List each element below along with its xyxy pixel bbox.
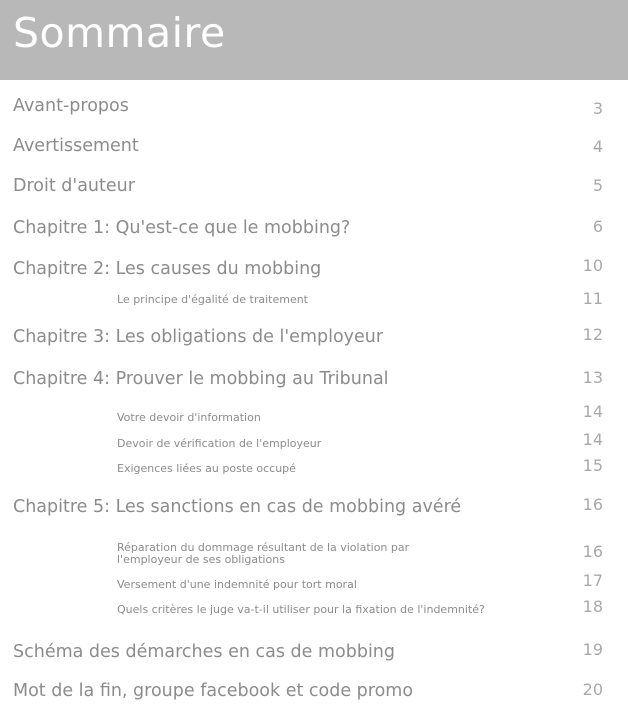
toc-entry-label: Chapitre 4: Prouver le mobbing au Tribunal bbox=[13, 369, 389, 389]
toc-entry-page: 10 bbox=[582, 256, 603, 275]
toc-entry-label: Chapitre 2: Les causes du mobbing bbox=[13, 259, 322, 279]
toc-entry-page: 6 bbox=[592, 217, 603, 236]
toc-entry-label: Avertissement bbox=[13, 136, 139, 156]
toc-subentry-page: 16 bbox=[582, 542, 603, 561]
toc-subentry-page: 11 bbox=[582, 289, 603, 308]
toc-subentry-label: Votre devoir d'information bbox=[117, 411, 261, 424]
toc-entry-page: 13 bbox=[582, 368, 603, 387]
toc-subentry-label-continued: l'employeur de ses obligations bbox=[117, 553, 285, 566]
toc-subentry-label: Quels critères le juge va-t-il utiliser pour la fixation de l'indemnité? bbox=[117, 603, 485, 616]
toc-entry-label: Schéma des démarches en cas de mobbing bbox=[13, 642, 396, 662]
toc-entry-label: Droit d'auteur bbox=[13, 176, 135, 196]
toc-entry-label: Mot de la fin, groupe facebook et code promo bbox=[13, 681, 414, 701]
toc-entry-page: 5 bbox=[592, 176, 603, 195]
toc-subentry-label: Réparation du dommage résultant de la violation par bbox=[117, 541, 410, 554]
toc-entry-page: 20 bbox=[582, 680, 603, 699]
page-title: Sommaire bbox=[13, 9, 226, 57]
toc-entry-page: 3 bbox=[592, 99, 603, 118]
toc-entry-label: Avant-propos bbox=[13, 96, 129, 116]
toc-entry-page: 12 bbox=[582, 325, 603, 344]
toc-subentry-page: 17 bbox=[582, 571, 603, 590]
toc-subentry-page: 15 bbox=[582, 456, 603, 475]
toc-subentry-label: Le principe d'égalité de traitement bbox=[117, 293, 308, 306]
toc-subentry-page: 14 bbox=[582, 430, 603, 449]
toc-subentry-label: Devoir de vérification de l'employeur bbox=[117, 437, 322, 450]
title-banner bbox=[0, 0, 628, 80]
toc-entry-label: Chapitre 5: Les sanctions en cas de mobbing avéré bbox=[13, 497, 462, 517]
toc-entry-label: Chapitre 1: Qu'est-ce que le mobbing? bbox=[13, 218, 351, 238]
toc-entry-page: 4 bbox=[592, 137, 603, 156]
toc-entry-page: 19 bbox=[582, 640, 603, 659]
toc-entry-label: Chapitre 3: Les obligations de l'employeur bbox=[13, 327, 384, 347]
toc-subentry-page: 18 bbox=[582, 597, 603, 616]
toc-subentry-label: Exigences liées au poste occupé bbox=[117, 462, 296, 475]
toc-entry-page: 16 bbox=[582, 495, 603, 514]
toc-subentry-label: Versement d'une indemnité pour tort moral bbox=[117, 578, 357, 591]
toc-subentry-page: 14 bbox=[582, 402, 603, 421]
